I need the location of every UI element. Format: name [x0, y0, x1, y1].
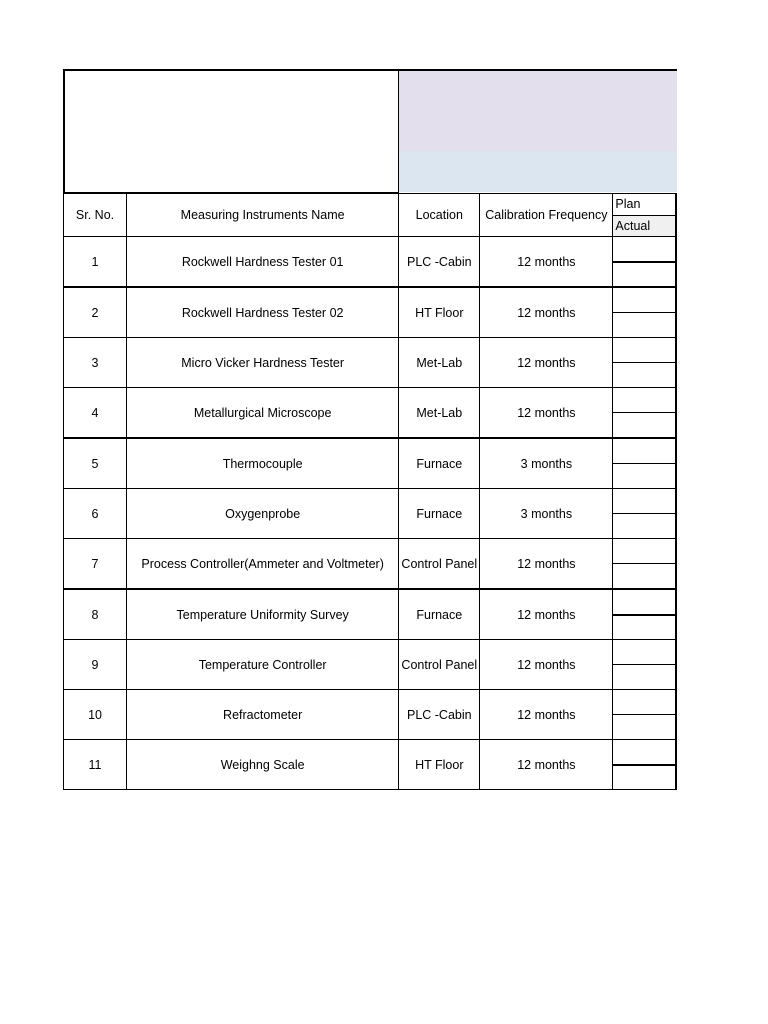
table-row: [64, 287, 677, 338]
cell-location: Furnace: [399, 438, 480, 489]
cell-sr-no: 6: [64, 489, 127, 539]
cell-plan-actual[interactable]: [613, 338, 676, 388]
table-row: [64, 388, 677, 439]
table-header-row: [64, 194, 677, 237]
cell-instrument-name: Micro Vicker Hardness Tester: [127, 338, 399, 388]
cell-frequency: 12 months: [480, 237, 613, 288]
header-location: Location: [399, 194, 480, 237]
actual-entry-cell[interactable]: [613, 363, 675, 387]
cell-location: Control Panel: [399, 640, 480, 690]
header-calibration-frequency: Calibration Frequency: [480, 194, 613, 237]
sheet-header: [63, 69, 677, 193]
cell-sr-no: 3: [64, 338, 127, 388]
cell-sr-no: 1: [64, 237, 127, 288]
cell-plan-actual[interactable]: [613, 438, 676, 489]
table-row: [64, 690, 677, 740]
cell-instrument-name: Thermocouple: [127, 438, 399, 489]
cell-sr-no: 5: [64, 438, 127, 489]
cell-location: HT Floor: [399, 287, 480, 338]
cell-location: Met-Lab: [399, 388, 480, 439]
table-row: [64, 589, 677, 640]
table-row: [64, 237, 677, 288]
cell-sr-no: 4: [64, 388, 127, 439]
logo-area: [63, 69, 399, 194]
cell-location: Furnace: [399, 589, 480, 640]
cell-sr-no: 9: [64, 640, 127, 690]
cell-frequency: 12 months: [480, 690, 613, 740]
cell-instrument-name: Rockwell Hardness Tester 01: [127, 237, 399, 288]
actual-entry-cell[interactable]: [613, 263, 675, 287]
cell-sr-no: 11: [64, 740, 127, 790]
calibration-sheet: [63, 69, 677, 790]
cell-plan-actual[interactable]: [613, 237, 676, 288]
header-plan: Plan: [613, 194, 675, 216]
plan-entry-cell[interactable]: [613, 338, 675, 363]
actual-entry-cell[interactable]: [613, 766, 675, 790]
actual-entry-cell[interactable]: [613, 715, 675, 739]
plan-entry-cell[interactable]: [613, 439, 675, 464]
header-plan-actual: [613, 194, 676, 237]
cell-frequency: 12 months: [480, 338, 613, 388]
cell-plan-actual[interactable]: [613, 640, 676, 690]
cell-instrument-name: Temperature Uniformity Survey: [127, 589, 399, 640]
cell-plan-actual[interactable]: [613, 539, 676, 590]
cell-instrument-name: Temperature Controller: [127, 640, 399, 690]
cell-frequency: 12 months: [480, 640, 613, 690]
calibration-table: [63, 193, 677, 790]
cell-frequency: 12 months: [480, 388, 613, 439]
plan-entry-cell[interactable]: [613, 237, 675, 263]
cell-plan-actual[interactable]: [613, 287, 676, 338]
plan-entry-cell[interactable]: [613, 388, 675, 413]
actual-entry-cell[interactable]: [613, 514, 675, 538]
cell-frequency: 12 months: [480, 589, 613, 640]
cell-plan-actual[interactable]: [613, 388, 676, 439]
cell-sr-no: 10: [64, 690, 127, 740]
cell-location: Furnace: [399, 489, 480, 539]
cell-instrument-name: Refractometer: [127, 690, 399, 740]
subtitle-band: [399, 151, 677, 192]
table-row: [64, 338, 677, 388]
actual-entry-cell[interactable]: [613, 313, 675, 337]
cell-instrument-name: Rockwell Hardness Tester 02: [127, 287, 399, 338]
actual-entry-cell[interactable]: [613, 464, 675, 488]
cell-location: PLC -Cabin: [399, 690, 480, 740]
cell-location: Control Panel: [399, 539, 480, 590]
cell-plan-actual[interactable]: [613, 740, 676, 790]
table-row: [64, 438, 677, 489]
cell-frequency: 3 months: [480, 489, 613, 539]
cell-instrument-name: Process Controller(Ammeter and Voltmeter): [127, 539, 399, 590]
actual-entry-cell[interactable]: [613, 413, 675, 437]
actual-entry-cell[interactable]: [613, 564, 675, 588]
cell-location: HT Floor: [399, 740, 480, 790]
actual-entry-cell[interactable]: [613, 616, 675, 640]
table-row: [64, 489, 677, 539]
cell-plan-actual[interactable]: [613, 690, 676, 740]
cell-instrument-name: Weighng Scale: [127, 740, 399, 790]
plan-entry-cell[interactable]: [613, 288, 675, 313]
title-band: [399, 69, 677, 153]
cell-frequency: 12 months: [480, 287, 613, 338]
cell-frequency: 12 months: [480, 539, 613, 590]
cell-sr-no: 7: [64, 539, 127, 590]
plan-entry-cell[interactable]: [613, 690, 675, 715]
cell-instrument-name: Metallurgical Microscope: [127, 388, 399, 439]
header-sr-no: Sr. No.: [64, 194, 127, 237]
header-instrument-name: Measuring Instruments Name: [127, 194, 399, 237]
table-row: [64, 740, 677, 790]
plan-entry-cell[interactable]: [613, 539, 675, 564]
cell-sr-no: 2: [64, 287, 127, 338]
plan-entry-cell[interactable]: [613, 489, 675, 514]
cell-sr-no: 8: [64, 589, 127, 640]
cell-instrument-name: Oxygenprobe: [127, 489, 399, 539]
plan-entry-cell[interactable]: [613, 640, 675, 665]
cell-frequency: 12 months: [480, 740, 613, 790]
cell-location: PLC -Cabin: [399, 237, 480, 288]
actual-entry-cell[interactable]: [613, 665, 675, 689]
table-row: [64, 539, 677, 590]
plan-entry-cell[interactable]: [613, 740, 675, 766]
plan-entry-cell[interactable]: [613, 590, 675, 616]
header-actual: Actual: [613, 216, 675, 237]
cell-location: Met-Lab: [399, 338, 480, 388]
cell-frequency: 3 months: [480, 438, 613, 489]
table-row: [64, 640, 677, 690]
cell-plan-actual[interactable]: [613, 589, 676, 640]
cell-plan-actual[interactable]: [613, 489, 676, 539]
